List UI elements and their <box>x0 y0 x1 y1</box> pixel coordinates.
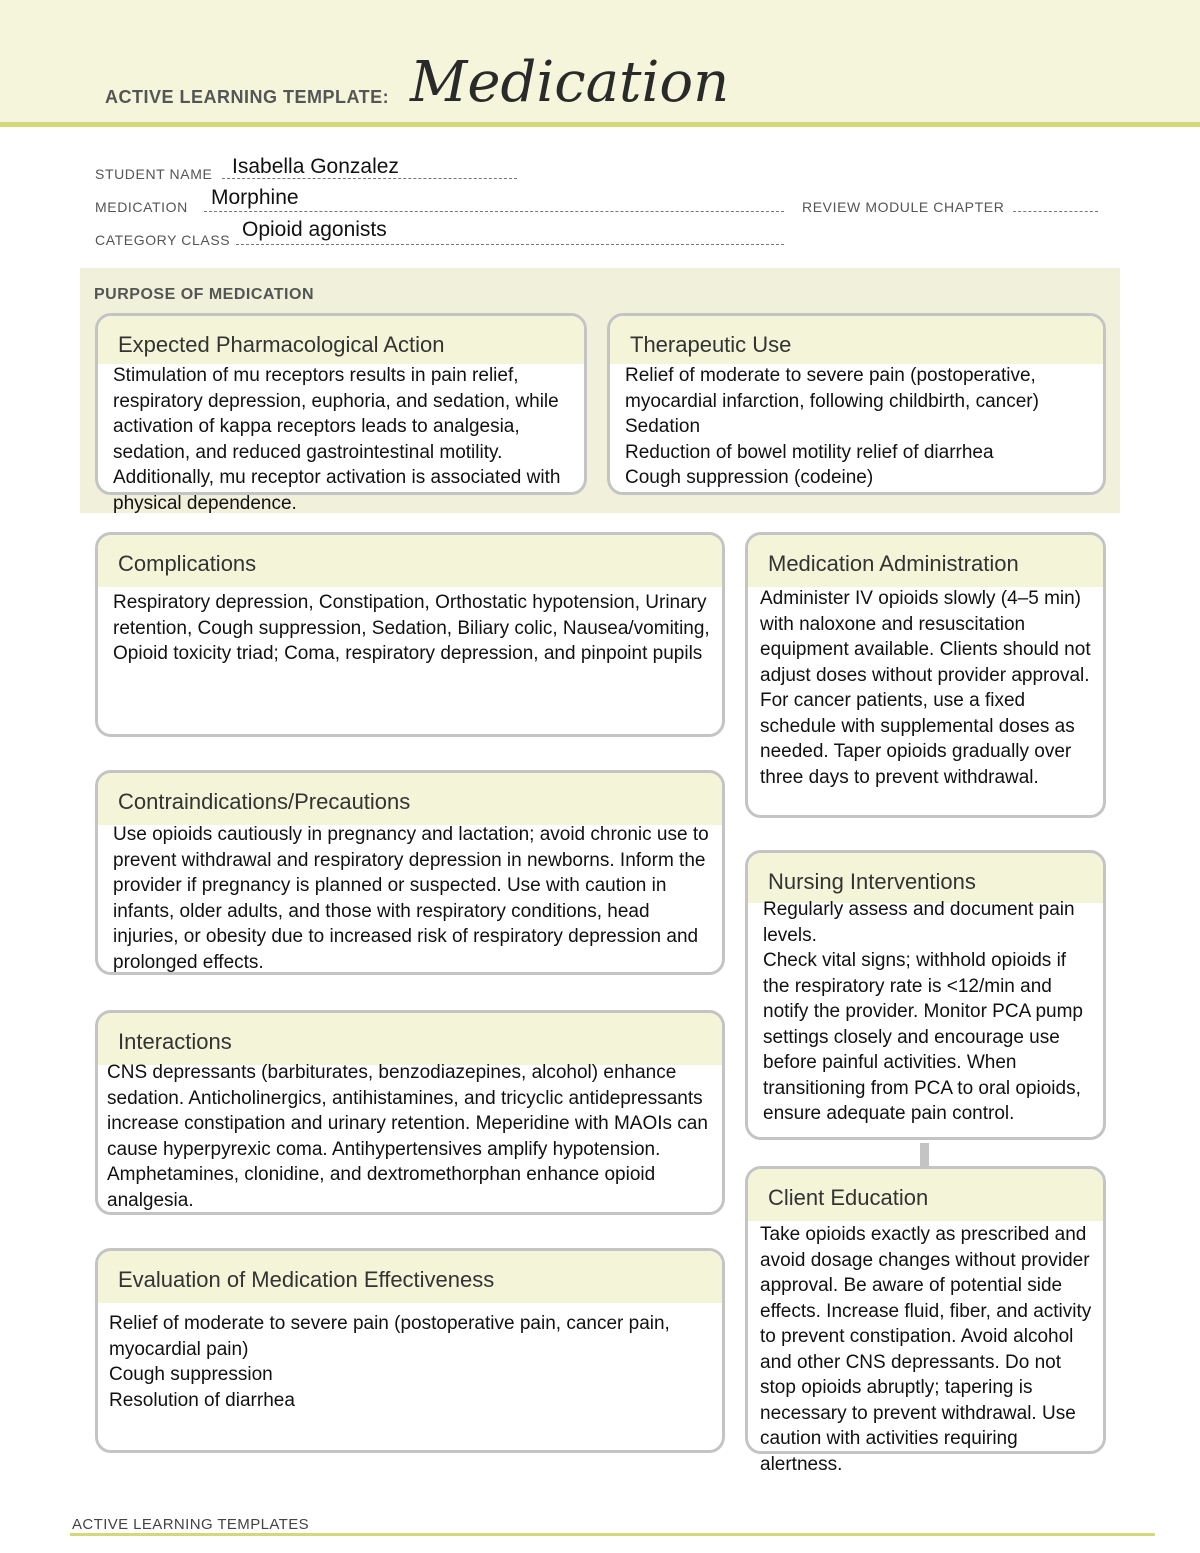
evaluation-title: Evaluation of Medication Effectiveness <box>118 1267 495 1292</box>
medication-line <box>204 211 784 212</box>
client-education-text: Take opioids exactly as prescribed and avoid dosage changes without provider approval. Be aware of potential side effects. Increase fluid, fiber, and activity to prevent constipation. Avoid alcohol and other CNS depressants. Do not stop opioids abruptly; tapering is necessary to prevent withdrawal. Use caution with activities requiring alertness. <box>760 1224 1092 1475</box>
category-class-label: CATEGORY CLASS <box>95 232 231 248</box>
nursing-interventions-title: Nursing Interventions <box>768 869 976 894</box>
therapeutic-use-title: Therapeutic Use <box>630 332 792 357</box>
interactions-title: Interactions <box>118 1029 232 1054</box>
header-rule <box>0 122 1200 127</box>
page-title: Medication <box>410 50 730 115</box>
medication-administration-text: Administer IV opioids slowly (4–5 min) with naloxone and resuscitation equipment available. Clients should not adjust doses without provider approval. For cancer patients, use a fixed schedule with supplemental doses as needed. Taper opioids gradually over three days to prevent withdrawal. <box>760 588 1091 788</box>
template-label: ACTIVE LEARNING TEMPLATE: <box>105 87 390 107</box>
purpose-label: PURPOSE OF MEDICATION <box>94 286 314 303</box>
footer-label: ACTIVE LEARNING TEMPLATES <box>72 1516 309 1533</box>
therapeutic-use-text: Relief of moderate to severe pain (postoperative, myocardial infarction, following childbirth, cancer) Sedation Reduction of bowel motility relief of diarrhea Cough suppression (codeine) <box>625 365 1039 488</box>
expected-action-title: Expected Pharmacological Action <box>118 332 445 357</box>
contraindications-text: Use opioids cautiously in pregnancy and lactation; avoid chronic use to prevent withdrawal and respiratory depression in newborns. Inform the provider if pregnancy is planned or suspected. Use with caution in infants, older adults, and those with respiratory conditions, head injuries, or obesity due to increased risk of respiratory depression and prolonged effects. <box>113 824 709 973</box>
footer-rule <box>70 1533 1155 1536</box>
contraindications-title: Contraindications/Precautions <box>118 789 411 814</box>
category-class-line <box>236 244 784 245</box>
medication-administration-title: Medication Administration <box>768 551 1019 576</box>
student-name-label: STUDENT NAME <box>95 166 213 182</box>
expected-action-text: Stimulation of mu receptors results in pain relief, respiratory depression, euphoria, and sedation, while activation of kappa receptors leads to analgesia, sedation, and reduced gastrointestinal motility. Additionally, mu receptor activation is associated with physical dependence. <box>113 365 561 514</box>
interactions-text: CNS depressants (barbiturates, benzodiazepines, alcohol) enhance sedation. Anticholinergics, antihistamines, and tricyclic antidepressants increase constipation and urinary retention. Meperidine with MAOIs can cause hyperpyrexic coma. Antihypertensives amplify hypotension. Amphetamines, clonidine, and dextromethorphan enhance opioid analgesia. <box>107 1062 708 1211</box>
evaluation-text: Relief of moderate to severe pain (postoperative pain, cancer pain, myocardial pain) Cough suppression Resolution of diarrhea <box>109 1313 670 1411</box>
category-class-field[interactable]: Opioid agonists <box>242 218 387 241</box>
connector <box>920 1143 929 1167</box>
student-name-field[interactable]: Isabella Gonzalez <box>232 155 399 178</box>
medication-field[interactable]: Morphine <box>211 186 299 209</box>
client-education-title: Client Education <box>768 1185 929 1210</box>
nursing-interventions-text: Regularly assess and document pain levels. Check vital signs; withhold opioids if the respiratory rate is <12/min and notify the provider. Monitor PCA pump settings closely and encourage use before painful activities. When transitioning from PCA to oral opioids, ensure adequate pain control. <box>763 899 1083 1124</box>
complications-title: Complications <box>118 551 257 576</box>
medication-label: MEDICATION <box>95 199 188 215</box>
complications-text: Respiratory depression, Constipation, Orthostatic hypotension, Urinary retention, Cough suppression, Sedation, Biliary colic, Nausea/vomiting, Opioid toxicity triad; Coma, respiratory depression, and pinpoint pupils <box>113 592 710 664</box>
review-module-label: REVIEW MODULE CHAPTER <box>802 199 1005 215</box>
review-module-line <box>1013 211 1098 212</box>
